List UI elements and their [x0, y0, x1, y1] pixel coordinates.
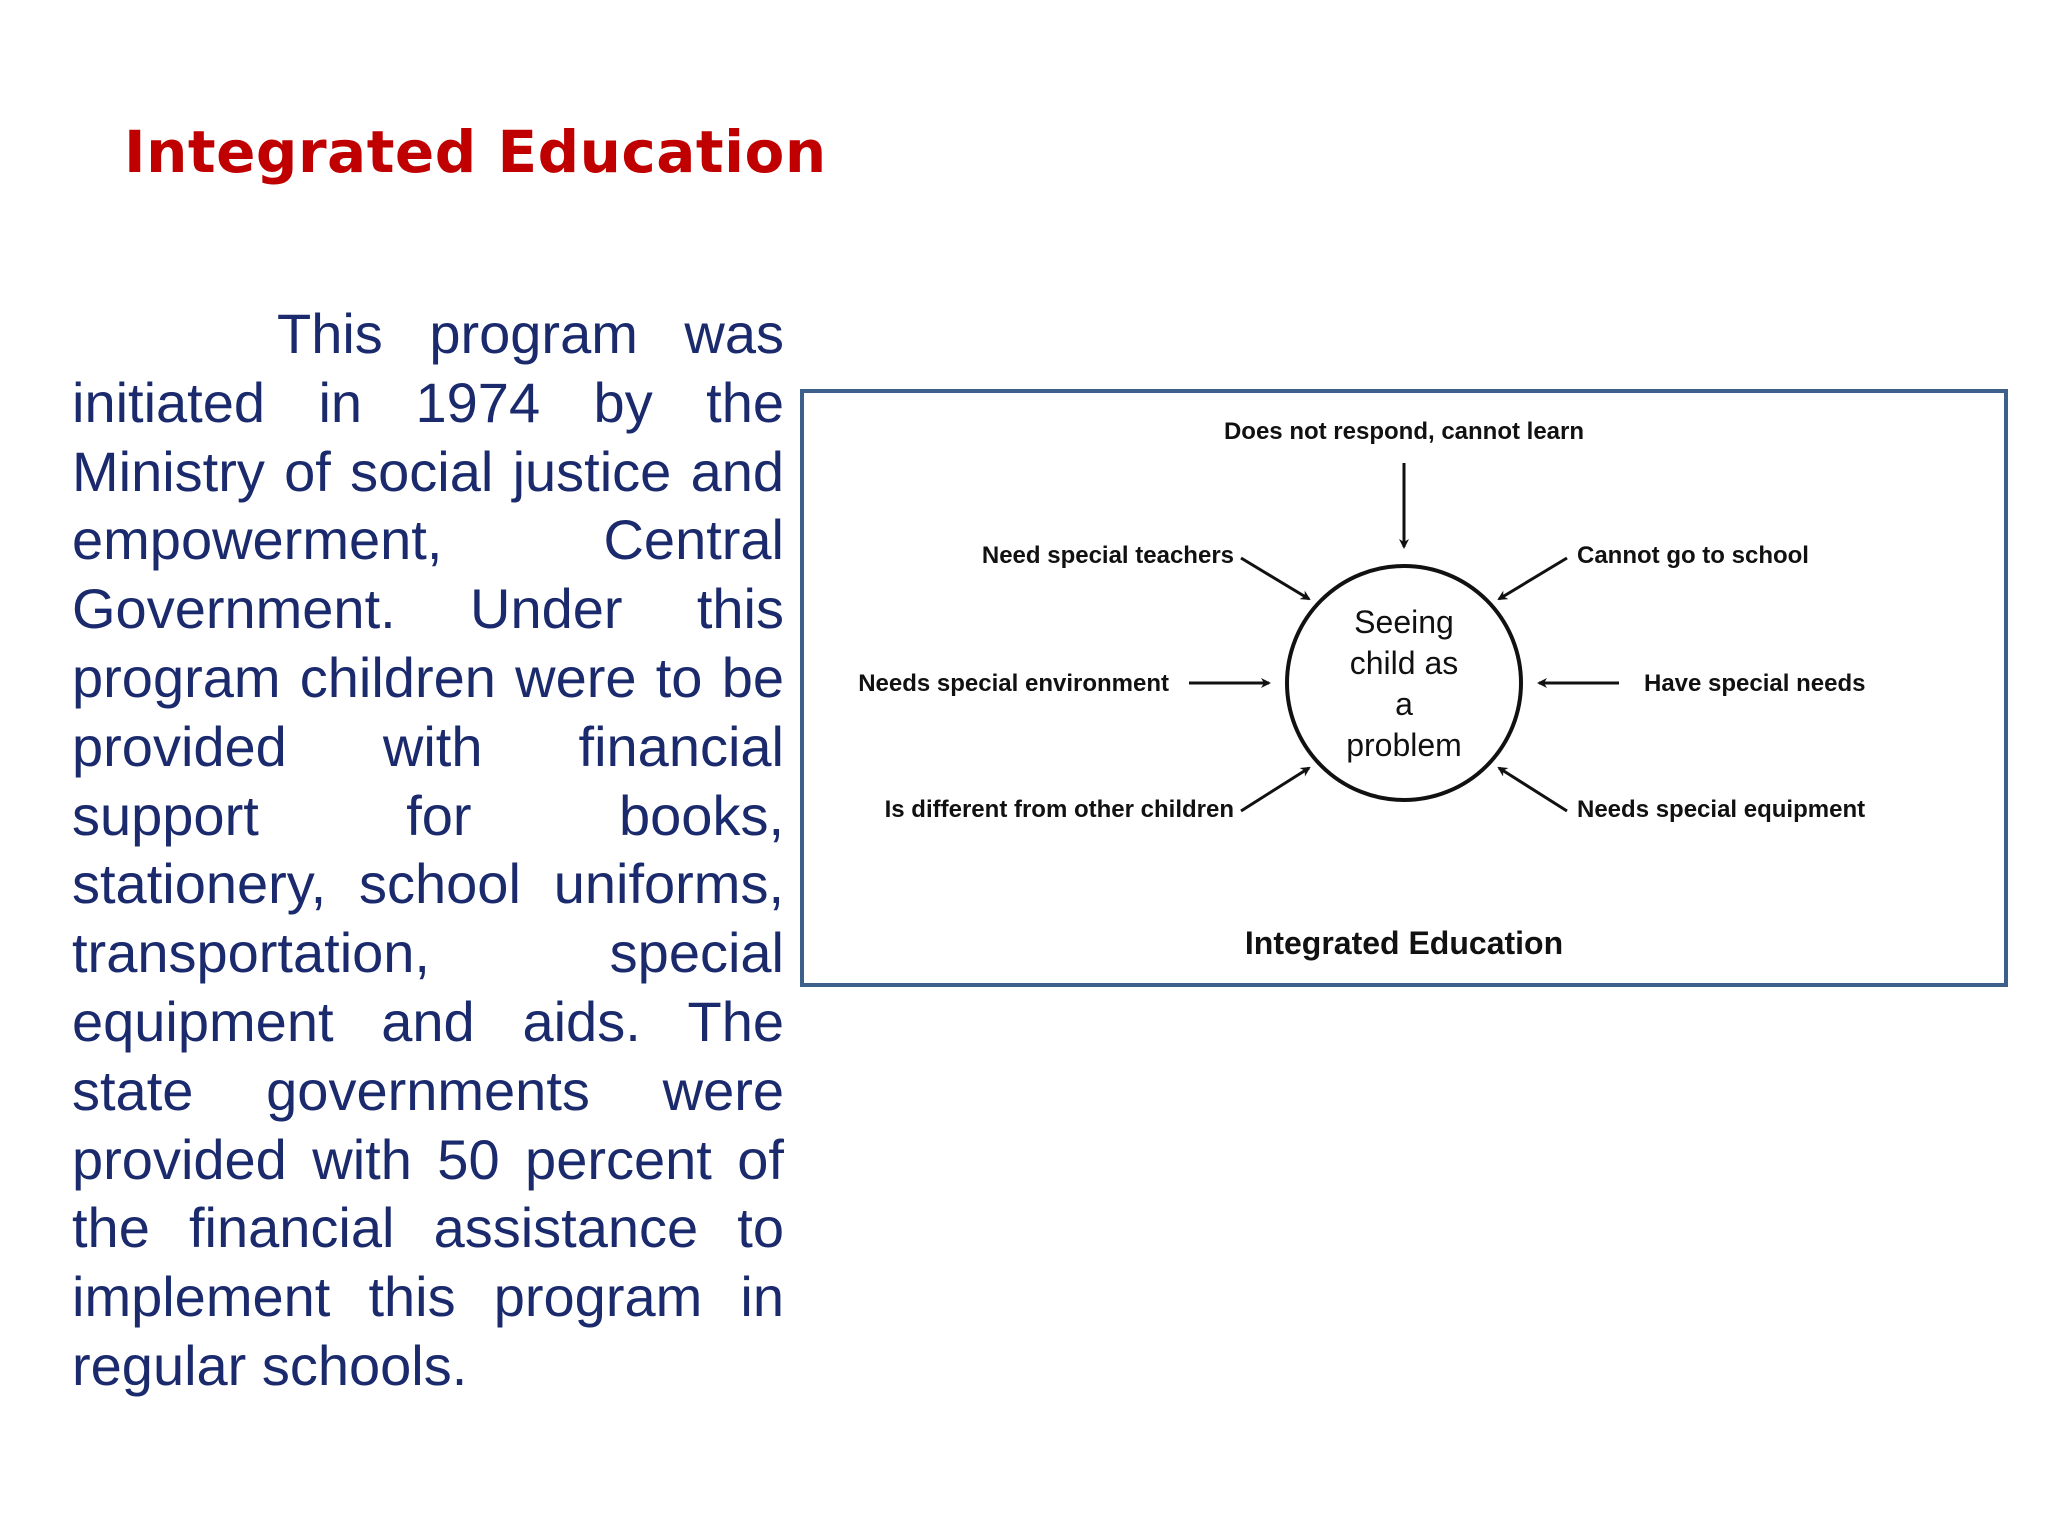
label-have-special-needs: Have special needs [1644, 670, 1866, 697]
center-text-line-2: child as [1349, 645, 1459, 681]
arrow-lower-left [1241, 768, 1309, 811]
label-does-not-respond: Does not respond, cannot learn [1223, 418, 1585, 445]
label-needs-special-equipment: Needs special equipment [1577, 796, 1866, 823]
label-need-special-teachers: Need special teachers [981, 542, 1234, 569]
arrow-upper-right [1499, 558, 1567, 599]
label-is-different: Is different from other children [884, 796, 1234, 823]
diagram-panel [800, 389, 2008, 987]
diagram-caption: Integrated Education [1244, 925, 1564, 961]
center-text-line-1: Seeing [1354, 604, 1454, 640]
arrow-upper-left [1241, 558, 1309, 599]
body-paragraph: This program was initiated in 1974 by the Ministry of social justice and empowerment, Central Government. Under this program children were to be provided with financial support for books, stationery, school uniforms, transportation, special equipment and aids. The state governments were provided with 50 percent of the financial assistance to implement this program in regular schools. [72, 302, 784, 1397]
slide-title: Integrated Education [124, 118, 827, 186]
center-text-line-4: problem [1346, 727, 1462, 763]
label-needs-special-environment: Needs special environment [858, 670, 1169, 697]
diagram-svg [804, 393, 2004, 983]
center-text-line-3: a [1395, 686, 1413, 722]
center-circle [1287, 566, 1521, 800]
arrow-lower-right [1499, 768, 1567, 811]
label-cannot-go-to-school: Cannot go to school [1577, 542, 1809, 569]
